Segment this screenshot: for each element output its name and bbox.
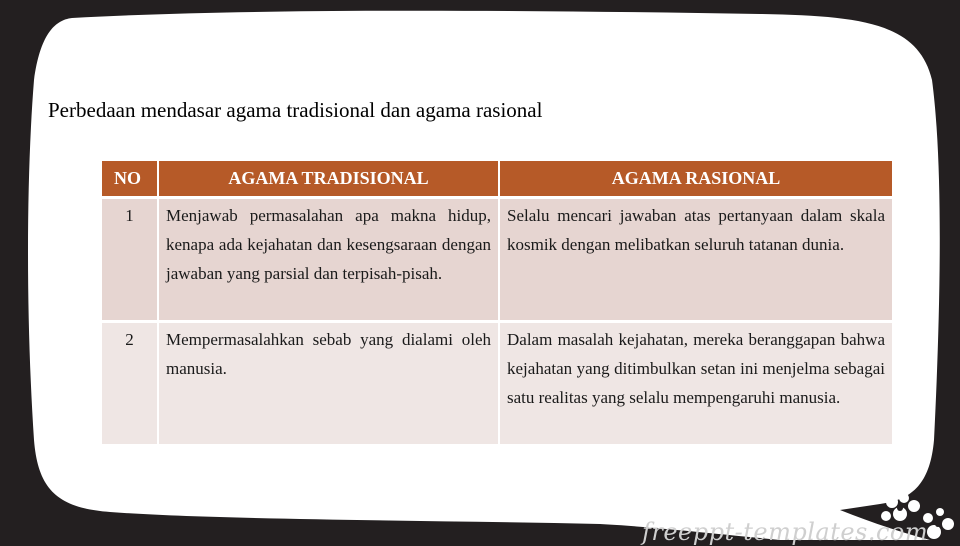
watermark-text: freeppt-templates.com [642,518,929,546]
table-header-row [102,161,892,198]
header-no: NO [102,161,158,198]
table-row [102,322,892,445]
slide-title: Perbedaan mendasar agama tradisional dan agama rasional [48,98,543,122]
header-agama-tradisional: AGAMA TRADISIONAL [158,161,499,198]
row-number: 2 [102,322,158,445]
table-row [102,198,892,322]
header-agama-rasional: AGAMA RASIONAL [499,161,892,198]
cell-rasional: Dalam masalah kejahatan, mereka beranggapan bahwa kejahatan yang ditimbulkan setan ini menjelma sebagai satu realitas yang selalu mempengaruhi manusia. [499,322,892,445]
row-number: 1 [102,198,158,322]
cell-tradisional: Mempermasalahkan sebab yang dialami oleh manusia. [158,322,499,445]
comparison-table [102,161,892,444]
cell-tradisional: Menjawab permasalahan apa makna hidup, kenapa ada kejahatan dan kesengsaraan dengan jawaban yang parsial dan terpisah-pisah. [158,198,499,322]
cell-rasional: Selalu mencari jawaban atas pertanyaan dalam skala kosmik dengan melibatkan seluruh tatanan dunia. [499,198,892,322]
